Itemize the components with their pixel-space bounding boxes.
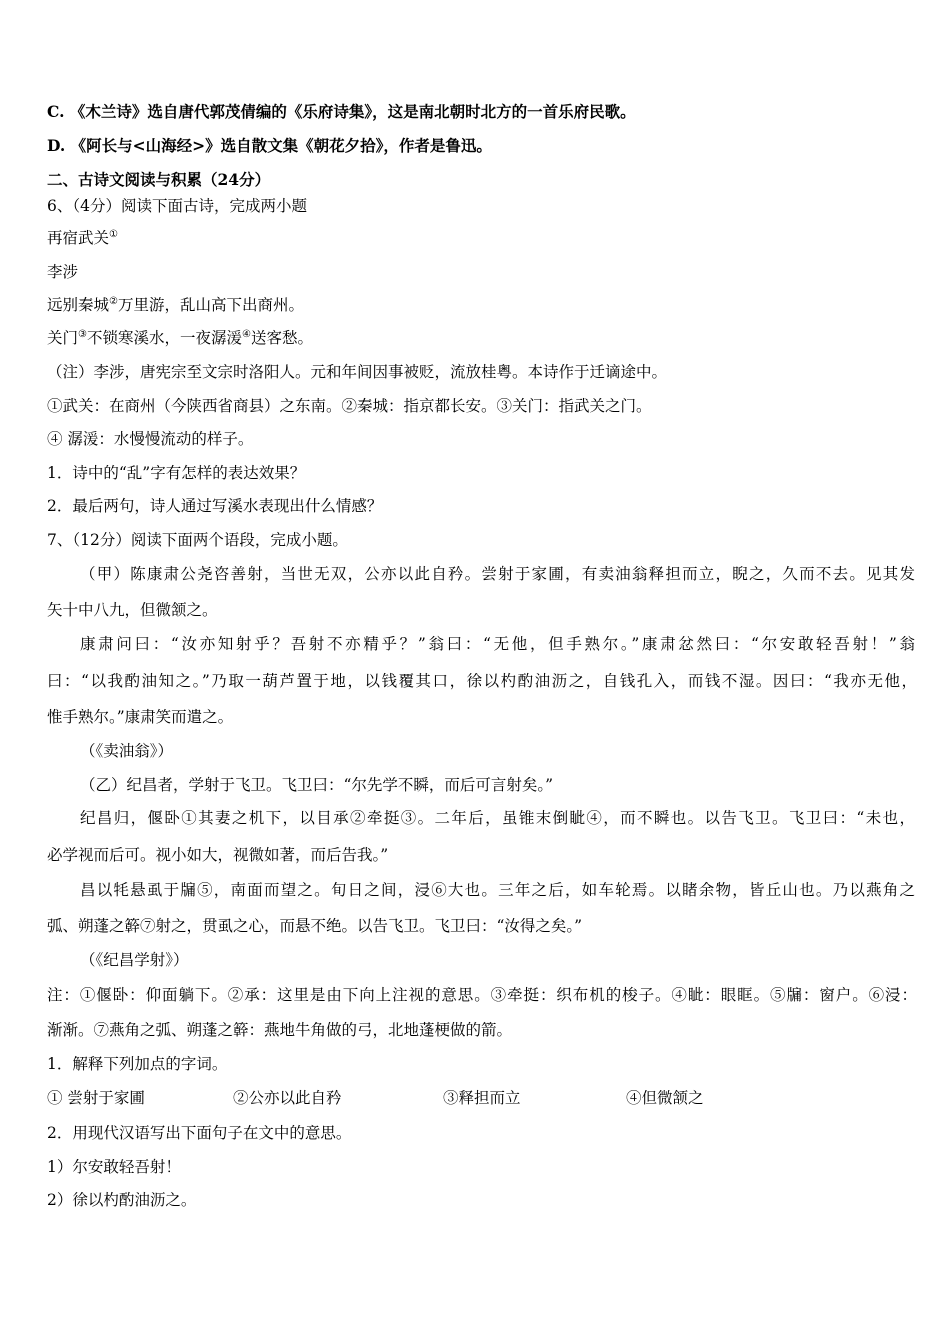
- passage-yi-line-3: 必学视而后可。视小如大，视微如著，而后告我。”: [47, 846, 389, 864]
- word-option-3: ③释担而立: [443, 1089, 521, 1107]
- poem-line-2: 关门③不锁寒溪水，一夜潺湲④送客愁。: [47, 328, 313, 347]
- passage-yi-line-5: 弧、朔蓬之簳⑦射之，贯虱之心，而悬不绝。以告飞卫。飞卫曰：“汝得之矣。”: [47, 917, 583, 935]
- word-options-row: [47, 1088, 917, 1108]
- passage-jia-source: （《卖油翁》）: [80, 742, 174, 760]
- passage-yi-line-4: 昌以牦悬虱于牖⑤，南面而望之。旬日之间，浸⑥大也。三年之后，如车轮焉。以睹余物，皆丘山也。乃以燕角之: [80, 881, 915, 899]
- sentence-2: 2）徐以杓酌油沥之。: [47, 1191, 197, 1209]
- passage-jia-line-1: （甲）陈康肃公尧咨善射，当世无双，公亦以此自矜。尝射于家圃，有卖油翁释担而立，睨之，久而不去。见其发: [80, 565, 915, 583]
- poem-line-1: 远别秦城②万里游，乱山高下出商州。: [47, 295, 304, 314]
- word-option-2: ②公亦以此自矜: [233, 1089, 342, 1107]
- sentence-1: 1）尔安敢轻吾射！: [47, 1158, 181, 1176]
- question-6-stem: 6、（4分）阅读下面古诗，完成两小题: [47, 197, 307, 215]
- poem-title: 再宿武关①: [47, 228, 118, 247]
- section-heading: 二、古诗文阅读与积累（24分）: [47, 170, 271, 189]
- passage-yi-line-1: （乙）纪昌者，学射于飞卫。飞卫曰：“尔先学不瞬，而后可言射矣。”: [80, 776, 554, 794]
- poem-note-3: ④ 潺湲：水慢慢流动的样子。: [47, 430, 254, 448]
- passage-yi-line-2: 纪昌归，偃卧①其妻之机下，以目承②牵挺③。二年后，虽锥末倒眦④，而不瞬也。以告飞卫。飞卫曰：“未也，: [80, 809, 915, 827]
- passage-jia-line-3: 康肃问曰：“汝亦知射乎？吾射不亦精乎？”翁曰：“无他，但手熟尔。”康肃忿然曰：“尔安敢轻吾射！”翁: [80, 635, 915, 653]
- poem-note-1: （注）李涉，唐宪宗至文宗时洛阳人。元和年间因事被贬，流放桂粤。本诗作于迁谪途中。: [47, 363, 668, 381]
- passage-yi-source: （《纪昌学射》）: [80, 951, 189, 969]
- question-7-stem: 7、（12分）阅读下面两个语段，完成小题。: [47, 531, 348, 549]
- word-option-4: ④但微颔之: [626, 1089, 704, 1107]
- question-7-sub-2: 2．用现代汉语写出下面句子在文中的意思。: [47, 1124, 352, 1142]
- passage-jia-line-5: 惟手熟尔。”康肃笑而遣之。: [47, 708, 234, 726]
- passage-jia-line-2: 矢十中八九，但微颔之。: [47, 601, 218, 619]
- option-c: C. 《木兰诗》选自唐代郭茂倩编的《乐府诗集》，这是南北朝时北方的一首乐府民歌。: [47, 102, 636, 121]
- poem-note-2: ①武关：在商州（今陕西省商县）之东南。②秦城：指京都长安。③关门：指武关之门。: [47, 397, 652, 415]
- passage-notes-2: 渐渐。⑦燕角之弧、朔蓬之簳：燕地牛角做的弓，北地蓬梗做的箭。: [47, 1021, 513, 1039]
- option-d: D. 《阿长与<山海经>》选自散文集《朝花夕拾》，作者是鲁迅。: [47, 136, 492, 155]
- word-option-1: ① 尝射于家圃: [47, 1089, 145, 1107]
- passage-notes-1: 注：①偃卧：仰面躺下。②承：这里是由下向上注视的意思。③牵挺：织布机的梭子。④眦：眼眶。⑤牖：窗户。⑥浸：: [47, 986, 917, 1004]
- question-6-sub-2: 2．最后两句，诗人通过写溪水表现出什么情感？: [47, 497, 383, 515]
- question-7-sub-1: 1．解释下列加点的字词。: [47, 1055, 228, 1073]
- poem-author: 李涉: [47, 263, 79, 281]
- passage-jia-line-4: 曰：“以我酌油知之。”乃取一葫芦置于地，以钱覆其口，徐以杓酌油沥之，自钱孔入，而钱不湿。因曰：“我亦无他，: [47, 672, 917, 690]
- question-6-sub-1: 1．诗中的“乱”字有怎样的表达效果？: [47, 464, 306, 482]
